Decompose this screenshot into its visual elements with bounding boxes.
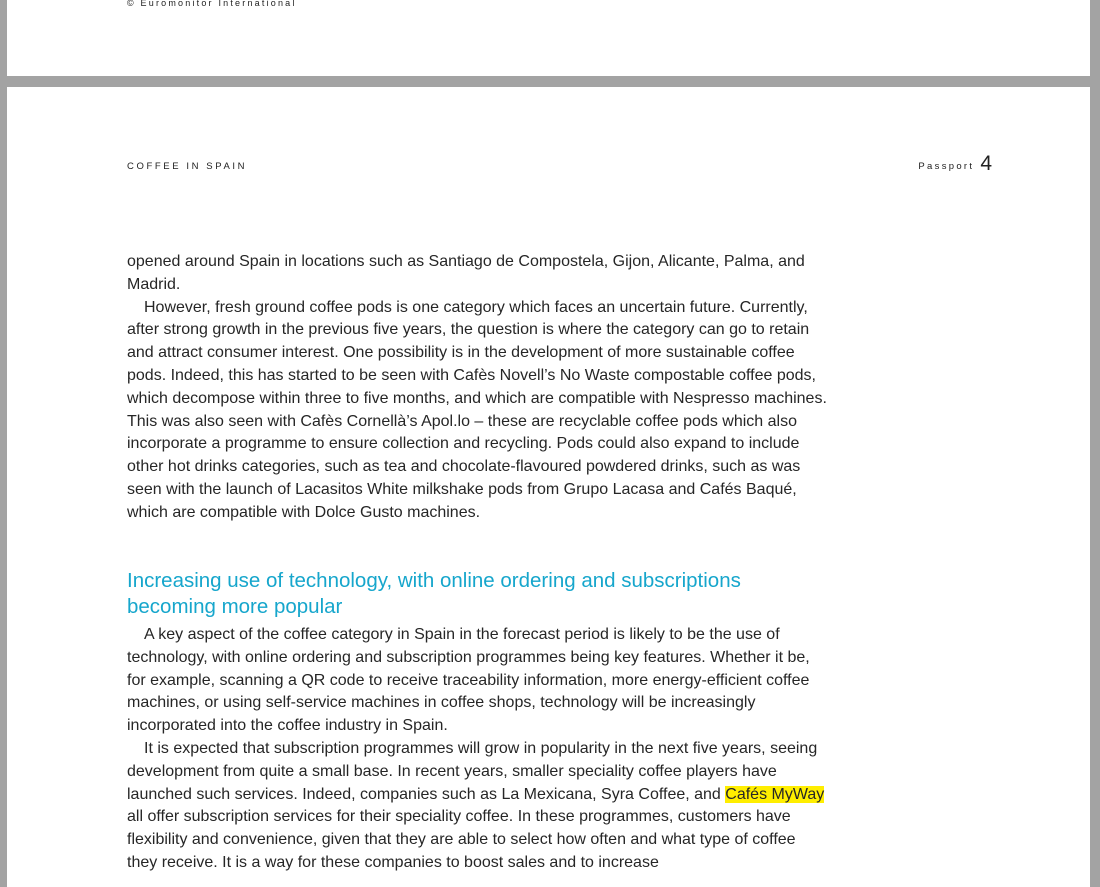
paragraph: However, fresh ground coffee pods is one category which faces an uncertain future. Currently, after strong growth in the previous five years, the question is where the category can go to retain and attract consumer interest. One possibility is in the development of more sustainable coffee pods. Indeed, this has started to be seen with Cafès Novell’s No Waste compostable coffee pods, which decompose within three to five months, and which are compatible with Nespresso machines. This was also seen with Cafès Cornellà’s Apol.lo – these are recyclable coffee pods which also incorporate a programme to ensure collection and recycling. Pods could also expand to include other hot drinks categories, such as tea and chocolate-flavoured powdered drinks, such as was seen with the launch of Lacasitos White milkshake pods from Grupo Lacasa and Cafés Baqué, which are compatible with Dolce Gusto machines.	[127, 298, 827, 521]
section-text-block	[127, 624, 827, 875]
section-heading: Increasing use of technology, with online ordering and subscriptions becoming more popular	[127, 569, 741, 618]
current-page	[7, 87, 1090, 887]
report-title: COFFEE IN SPAIN	[127, 161, 248, 172]
paragraph	[127, 738, 827, 875]
paragraph-text: It is expected that subscription programmes will grow in popularity in the next five years, seeing development from quite a small base. In recent years, smaller speciality coffee players have launched such services. Indeed, companies such as La Mexicana, Syra Coffee, and	[127, 739, 818, 803]
page-number: 4	[980, 152, 992, 175]
highlighted-text[interactable]: Cafés MyWay	[725, 785, 825, 803]
paragraph: A key aspect of the coffee category in Spain in the forecast period is likely to be the use of technology, with online ordering and subscription programmes being key features. Whether it be, for example, scanning a QR code to receive traceability information, more energy-efficient coffee machines, or using self-service machines in coffee shops, technology will be increasingly incorporated into the coffee industry in Spain.	[127, 626, 810, 735]
passport-label: Passport	[918, 161, 975, 172]
passport-page-label	[918, 151, 992, 175]
paragraph: opened around Spain in locations such as Santiago de Compostela, Gijon, Alicante, Palma, and Madrid.	[127, 253, 805, 293]
previous-page	[7, 0, 1090, 76]
paragraph-text: all offer subscription services for their speciality coffee. In these programmes, customers have flexibility and convenience, given that they are able to select how often and what type of coffee they receive. It is a way for these companies to boost sales and to increase	[127, 808, 796, 871]
copyright-footer: © Euromonitor International	[127, 0, 297, 8]
intro-text-block	[127, 251, 827, 525]
